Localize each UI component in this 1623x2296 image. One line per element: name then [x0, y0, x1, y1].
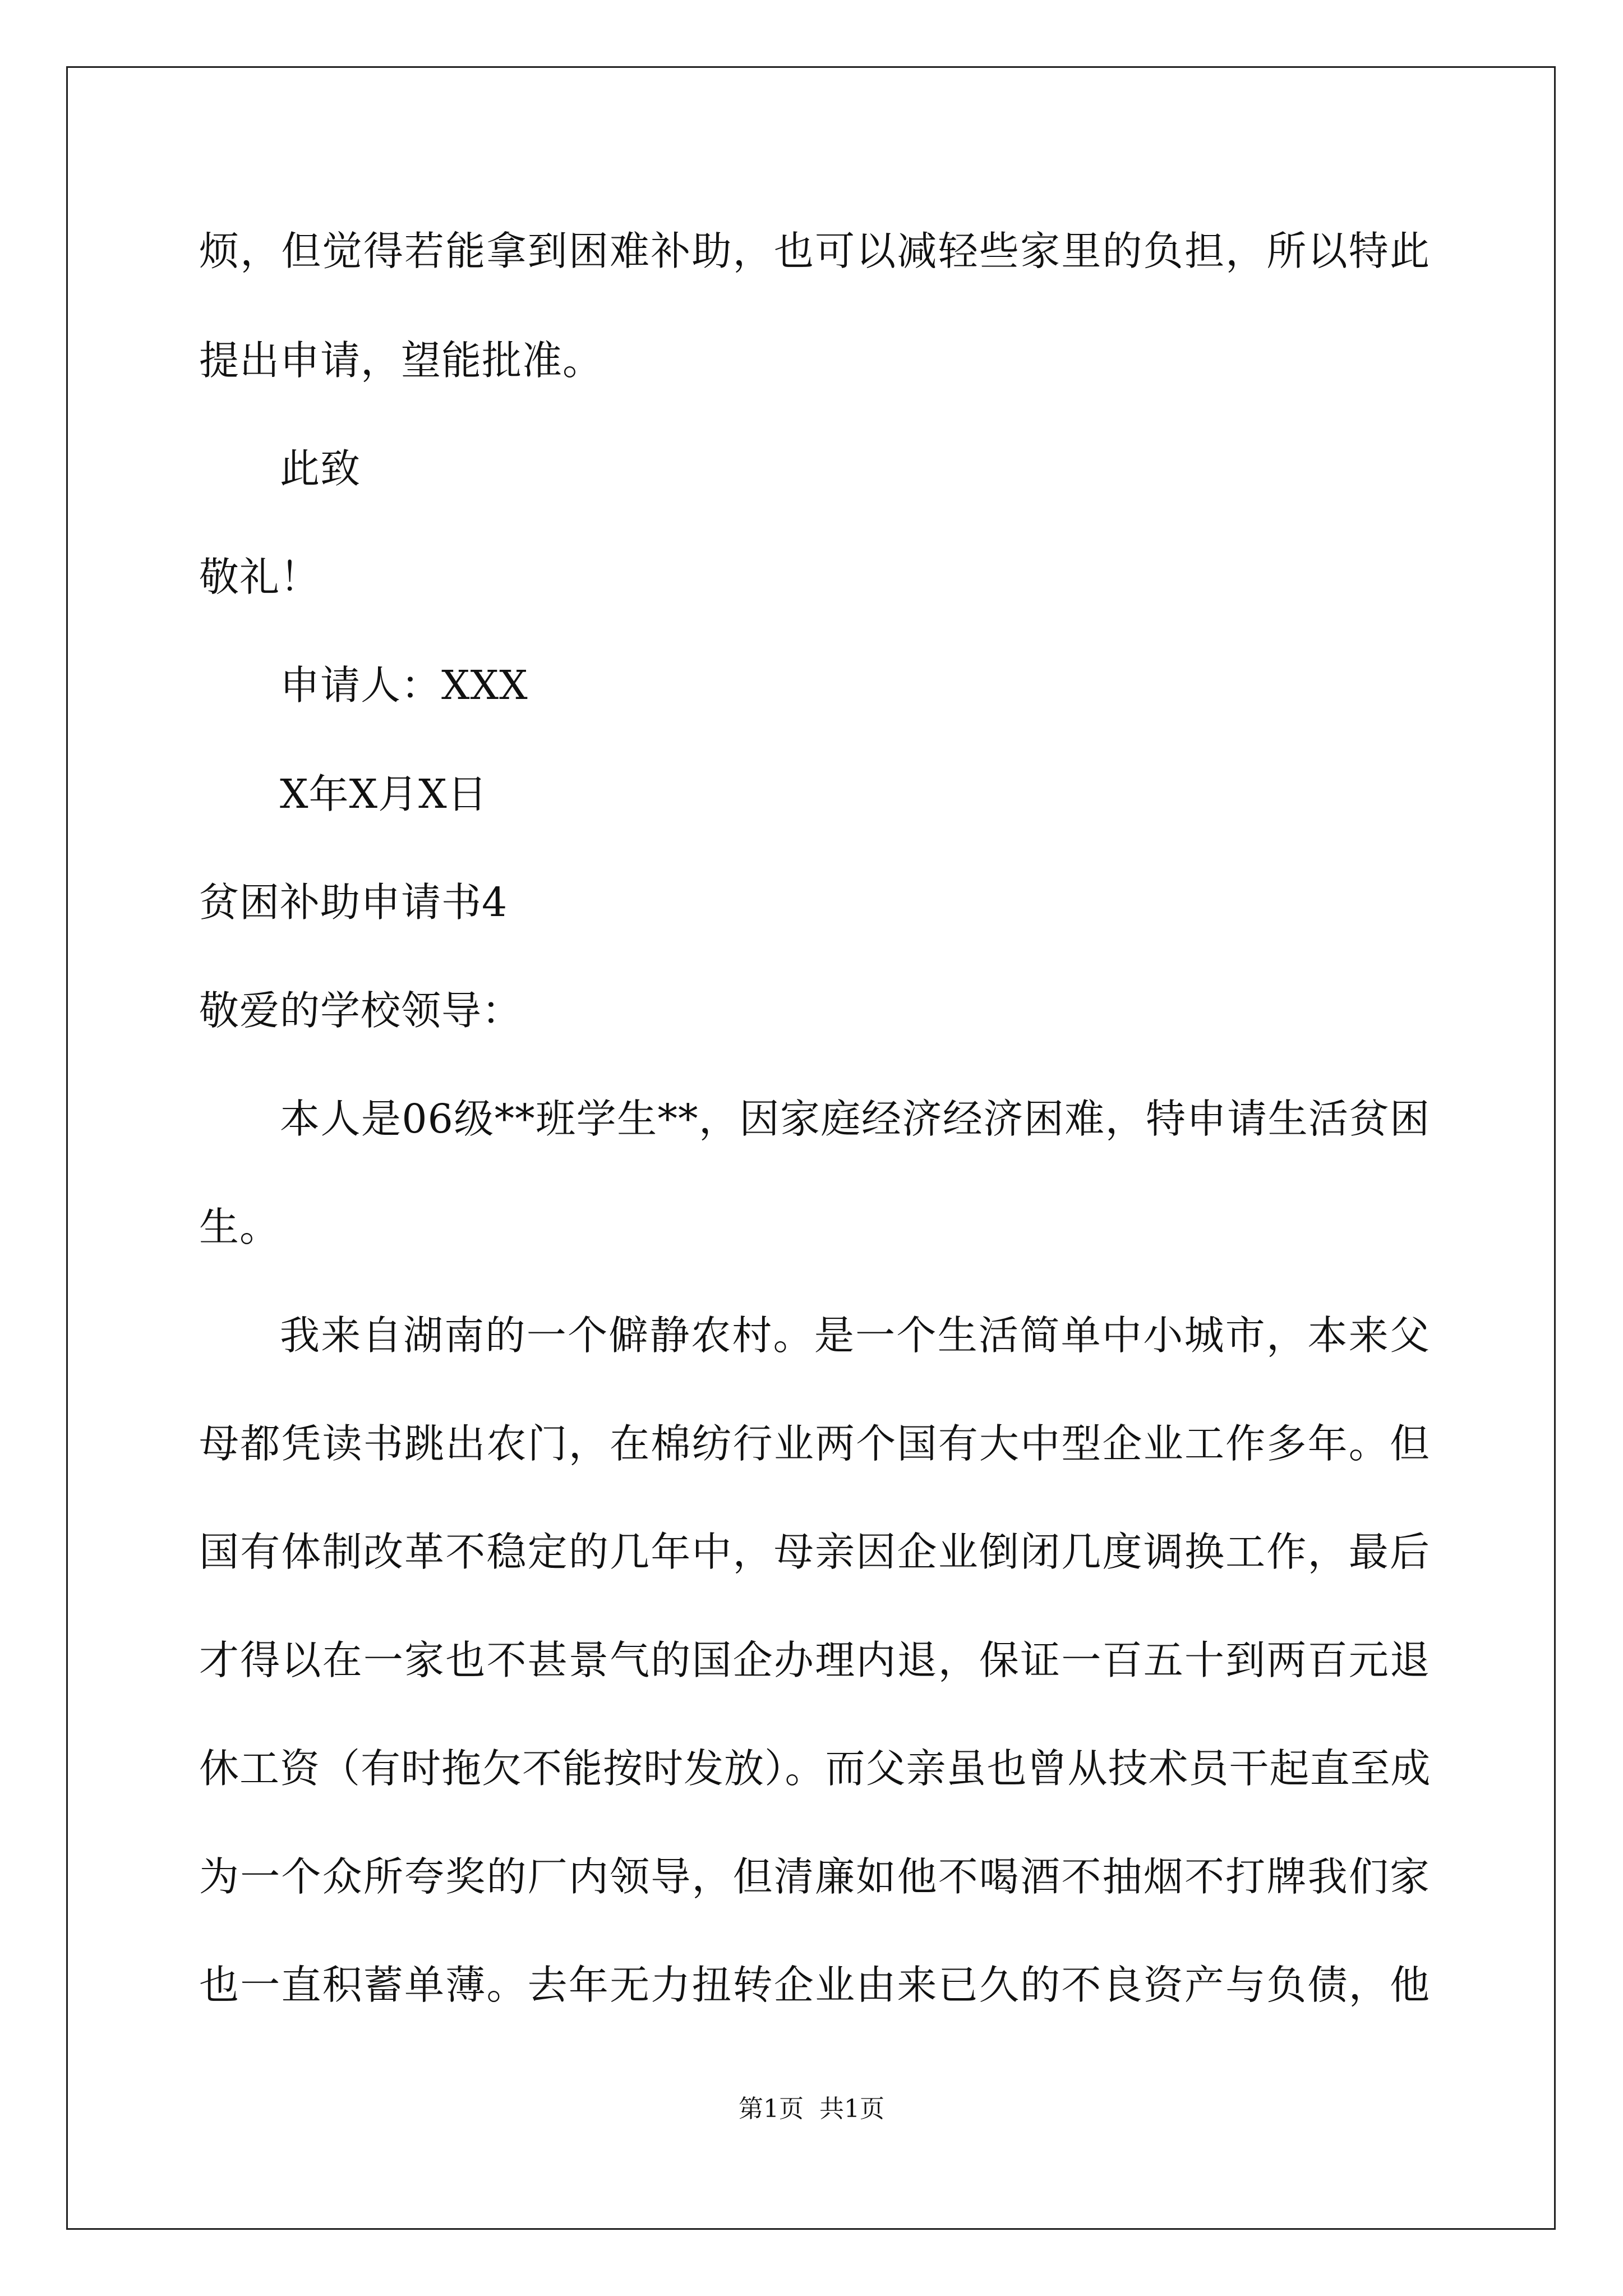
closing-salutation: 此致 [280, 445, 361, 492]
body-line: 国有体制改革不稳定的几年中，母亲因企业倒闭几度调换工作，最后 [199, 1529, 1430, 1575]
applicant-signature: 申请人：XXX [280, 662, 528, 708]
body-line: 休工资（有时拖欠不能按时发放）。而父亲虽也曾从技术员干起直至成 [199, 1745, 1431, 1792]
body-line: 烦，但觉得若能拿到困难补助，也可以减轻些家里的负担，所以特此 [199, 228, 1430, 274]
page-number-footer: 第1页 共1页 [739, 2095, 884, 2123]
date-line: X年X月X日 [280, 771, 488, 817]
closing-regards: 敬礼！ [199, 554, 321, 600]
body-line: 母都凭读书跳出农门，在棉纺行业两个国有大中型企业工作多年。但 [199, 1420, 1430, 1467]
page-border [66, 66, 1556, 2230]
body-line: 生。 [199, 1204, 280, 1250]
body-line: 我来自湖南的一个僻静农村。是一个生活简单中小城市，本来父 [280, 1312, 1430, 1359]
section-title: 贫困补助申请书4 [199, 879, 508, 926]
body-line: 为一个众所夸奖的厂内领导，但清廉如他不喝酒不抽烟不打牌我们家 [199, 1853, 1430, 1900]
body-line: 才得以在一家也不甚景气的国企办理内退，保证一百五十到两百元退 [199, 1637, 1430, 1683]
body-line: 提出申请，望能批准。 [199, 337, 603, 384]
body-line: 本人是06级**班学生**，因家庭经济经济困难，特申请生活贫困 [280, 1096, 1430, 1142]
body-line: 也一直积蓄单薄。去年无力扭转企业由来已久的不良资产与负债，他 [199, 1962, 1430, 2008]
letter-greeting: 敬爱的学校领导： [199, 987, 523, 1034]
